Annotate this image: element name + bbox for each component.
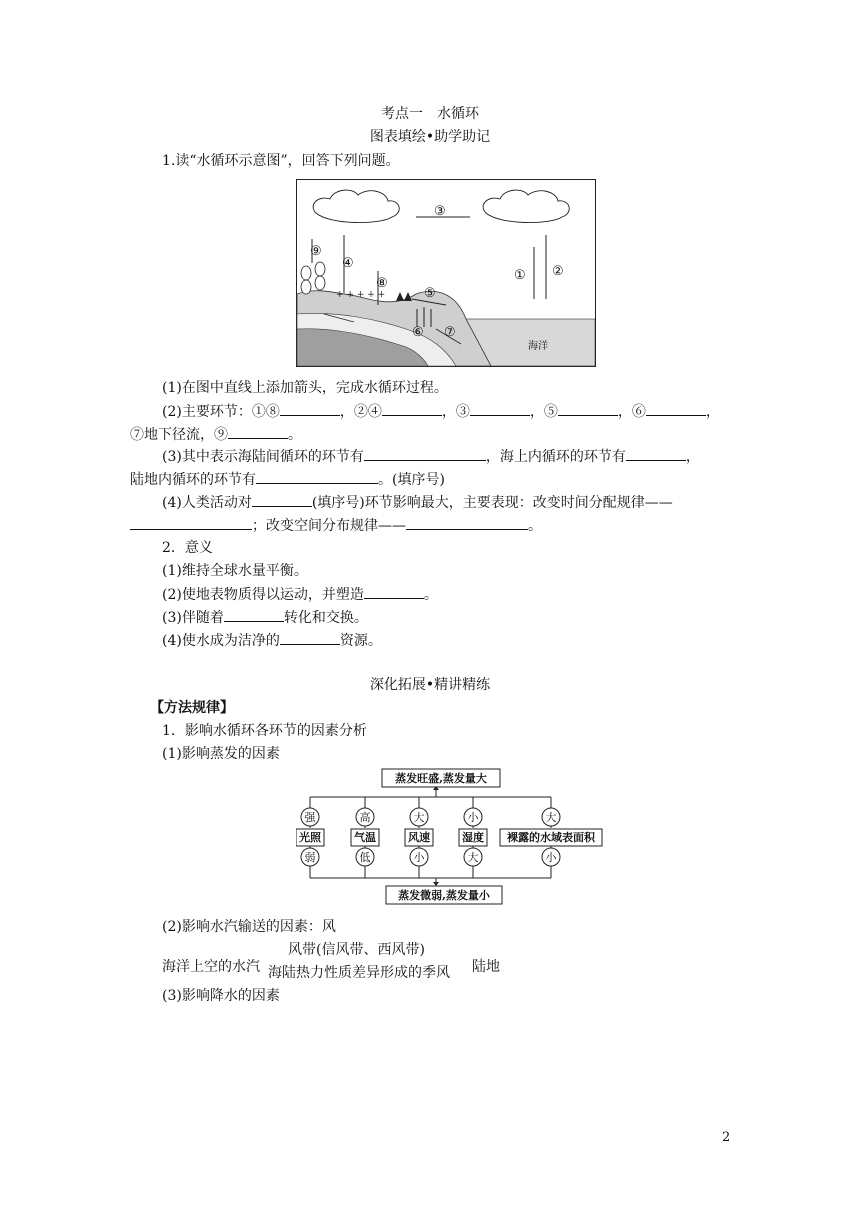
blank-7[interactable] (364, 446, 486, 461)
blank-10[interactable] (252, 492, 312, 507)
water-surface-low: 小 (545, 851, 557, 864)
blank-1[interactable] (280, 401, 340, 416)
label-5: ⑤ (424, 286, 436, 301)
label-8: ⑧ (376, 276, 388, 291)
evap-top-box: 蒸发旺盛,蒸发量大 (395, 772, 487, 785)
sunlight-low: 弱 (304, 851, 316, 864)
sunlight-high: 强 (304, 811, 316, 824)
ocean-label: 海洋 (528, 341, 548, 352)
blank-3[interactable] (470, 401, 530, 416)
vapor-upper-label: 风带(信风带、西风带) (288, 942, 425, 958)
q2-title: 2．意义 (162, 540, 213, 556)
evaporation-diagram (296, 768, 606, 906)
blank-8[interactable] (626, 446, 686, 461)
evap-bottom-box: 蒸发微弱,蒸发量小 (398, 889, 490, 902)
label-7: ⑦ (444, 325, 456, 340)
blank-14[interactable] (224, 607, 284, 622)
label-2: ② (552, 264, 564, 279)
section-title: 考点一 水循环 (381, 106, 479, 122)
method-item-1-1: (1)影响蒸发的因素 (162, 746, 280, 762)
label-9: ⑨ (310, 244, 322, 259)
factor-sunlight: 光照 (299, 831, 321, 844)
q1-part3: (3)其中表示海陆间循环的环节有 ，海上内循环的环节有 ， (162, 446, 700, 467)
q1-part2-cont: ⑦地下径流，⑨ 。 (130, 424, 302, 445)
blank-12[interactable] (406, 515, 528, 530)
q1-part2: (2)主要环节：①⑧ ，②④ ，③ ，⑤ ，⑥ ， (162, 401, 720, 422)
q1-part4: (4)人类活动对 (填序号)环节影响最大，主要表现：改变时间分配规律—— (162, 492, 673, 513)
factor-water-surface: 裸露的水域表面积 (507, 831, 595, 844)
method-item-1-2: (2)影响水汽输送的因素：风 (162, 919, 336, 935)
q2-item2: (2)使地表物质得以运动，并塑造 。 (162, 584, 438, 605)
blank-9[interactable] (256, 469, 378, 484)
method-item-1: 1．影响水循环各环节的因素分析 (162, 723, 367, 739)
vapor-left-label: 海洋上空的水汽 (162, 959, 260, 975)
humidity-low: 大 (467, 851, 479, 864)
q1-part1: (1)在图中直线上添加箭头，完成水循环过程。 (162, 380, 448, 396)
vapor-lower-label: 海陆热力性质差异形成的季风 (268, 965, 450, 981)
factor-wind-speed: 风速 (408, 831, 430, 844)
label-4: ④ (342, 256, 354, 271)
q2-item1: (1)维持全球水量平衡。 (162, 563, 308, 579)
subtitle-chart-fill: 图表填绘•助学助记 (369, 129, 491, 145)
water-cycle-diagram (296, 179, 596, 367)
blank-13[interactable] (364, 584, 424, 599)
label-6: ⑥ (412, 325, 424, 340)
blank-6[interactable] (228, 424, 288, 439)
q2-item4: (4)使水成为洁净的 资源。 (162, 630, 382, 651)
factor-humidity: 湿度 (462, 831, 484, 844)
svg-text:+ + + + +: + + + + + (336, 290, 386, 300)
blank-4[interactable] (558, 401, 618, 416)
question-1-intro: 1.读“水循环示意图”，回答下列问题。 (162, 153, 400, 169)
label-1: ① (514, 268, 526, 283)
q1-part4-cont: ；改变空间分布规律—— 。 (130, 515, 542, 536)
factor-temperature: 气温 (354, 831, 376, 844)
page-number: 2 (722, 1130, 731, 1145)
subtitle-deepen: 深化拓展•精讲精练 (369, 677, 491, 693)
temperature-low: 低 (359, 851, 371, 864)
method-item-1-3: (3)影响降水的因素 (162, 988, 280, 1004)
label-3: ③ (434, 204, 446, 219)
blank-11[interactable] (130, 515, 252, 530)
method-title: 【方法规律】 (150, 700, 234, 716)
wind-speed-low: 小 (413, 851, 425, 864)
blank-5[interactable] (646, 401, 706, 416)
blank-2[interactable] (382, 401, 442, 416)
q1-part3-cont: 陆地内循环的环节有 。(填序号) (130, 469, 445, 490)
humidity-high: 小 (467, 811, 479, 824)
q2-item3: (3)伴随着 转化和交换。 (162, 607, 368, 628)
blank-15[interactable] (280, 630, 340, 645)
vapor-right-label: 陆地 (472, 959, 500, 975)
water-surface-high: 大 (545, 811, 557, 824)
temperature-high: 高 (359, 811, 371, 824)
wind-speed-high: 大 (413, 811, 425, 824)
